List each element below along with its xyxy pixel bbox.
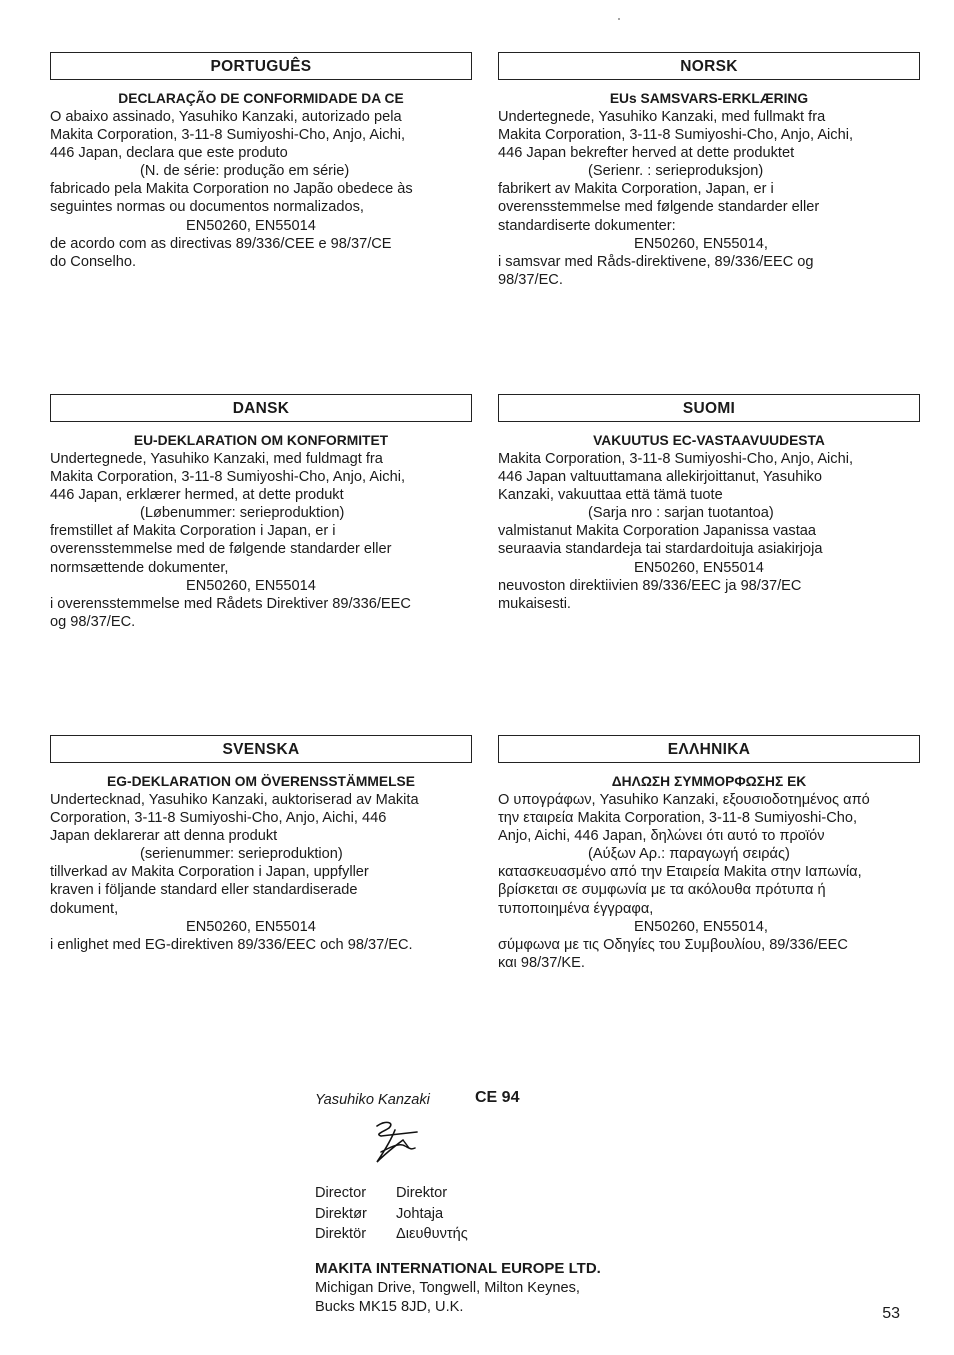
signatory-titles	[315, 1183, 468, 1245]
body-line: Ο υπογράφων, Yasuhiko Kanzaki, εξουσιοδοτημένος από	[498, 792, 870, 808]
company-address: Michigan Drive, Tongwell, Milton Keynes, Bucks MK15 8JD, U.K.	[315, 1280, 580, 1315]
title-row: Direktör Διευθυντής	[315, 1226, 468, 1242]
body-line: Corporation, 3-11-8 Sumiyoshi-Cho, Anjo, Aichi, 446	[50, 810, 387, 827]
section-norsk	[498, 52, 920, 289]
body-line: EN50260, EN55014	[186, 577, 316, 594]
body-line: normsættende dokumenter,	[50, 559, 229, 576]
body-line: (N. de série: produção em série)	[140, 163, 350, 180]
body-line: fremstillet af Makita Corporation i Japan, er i	[50, 523, 336, 540]
body-line: overensstemmelse med følgende standarder eller	[498, 199, 820, 216]
section-subtitle: EG-DEKLARATION OM ÖVERENSSTÄMMELSE	[107, 774, 415, 789]
body-line: (Serienr. : serieproduksjon)	[588, 163, 764, 180]
body-line: σύμφωνα με τις Οδηγίες του Συμβουλίου, 89/336/EEC	[498, 936, 848, 953]
body-line: standardiserte dokumenter:	[498, 217, 676, 234]
title-row: Direktør Johtaja	[315, 1205, 444, 1222]
section-body	[50, 108, 472, 271]
section-subtitle: VAKUUTUS EC-VASTAAVUUDESTA	[593, 433, 825, 448]
handwritten-signature	[355, 1118, 435, 1170]
section-header: DANSK	[50, 394, 472, 422]
ce-mark: CE 94	[475, 1089, 520, 1106]
body-line: EN50260, EN55014,	[634, 918, 768, 935]
body-line: Makita Corporation, 3-11-8 Sumiyoshi-Cho, Anjo, Aichi,	[498, 451, 854, 467]
body-line: i samsvar med Råds-direktivene, 89/336/EEC og	[498, 253, 814, 270]
section-header: ΕΛΛΗΝΙΚΑ	[498, 735, 920, 763]
body-line: EN50260, EN55014	[634, 559, 764, 576]
body-line: Undertecknad, Yasuhiko Kanzaki, auktoriserad av Makita	[50, 792, 419, 808]
section-subtitle: EUs SAMSVARS-ERKLÆRING	[609, 91, 809, 106]
body-line: την εταιρεία Makita Corporation, 3-11-8 Sumiyoshi-Cho,	[498, 810, 858, 827]
section-svenska	[50, 735, 472, 954]
body-line: fabricado pela Makita Corporation no Japão obedece às	[50, 181, 413, 198]
section-subtitle: ΔΗΛΩΣΗ ΣΥΜΜΟΡΦΩΣΗΣ ΕΚ	[611, 774, 807, 789]
speck	[618, 18, 620, 20]
body-line: EN50260, EN55014	[186, 217, 316, 234]
section-subtitle: EU-DEKLARATION OM KONFORMITET	[133, 433, 389, 448]
body-line: (Αύξων Αρ.: παραγωγή σειράς)	[588, 846, 790, 863]
body-line: tillverkad av Makita Corporation i Japan, uppfyller	[50, 864, 369, 881]
body-line: Undertegnede, Yasuhiko Kanzaki, med fullmakt fra	[498, 109, 826, 125]
body-line: (Løbenummer: serieproduktion)	[140, 505, 345, 522]
body-line: overensstemmelse med de følgende standarder eller	[50, 541, 392, 558]
body-line: EN50260, EN55014	[186, 918, 316, 935]
body-line: 98/37/EC.	[498, 271, 563, 288]
section-body	[498, 791, 920, 972]
body-line: de acordo com as directivas 89/336/CEE e 98/37/CE	[50, 235, 392, 252]
section-header: NORSK	[498, 52, 920, 80]
page-number: 53	[882, 1305, 900, 1322]
section-dansk	[50, 394, 472, 631]
section-body	[498, 108, 920, 289]
section-header: SUOMI	[498, 394, 920, 422]
body-line: Undertegnede, Yasuhiko Kanzaki, med fuldmagt fra	[50, 451, 383, 467]
section-header: SVENSKA	[50, 735, 472, 763]
body-line: mukaisesti.	[498, 595, 571, 612]
body-line: τυποποιημένα έγγραφα,	[498, 900, 654, 917]
body-line: 446 Japan, erklærer hermed, at dette produkt	[50, 487, 344, 504]
signatory-name: Yasuhiko Kanzaki	[315, 1092, 430, 1108]
body-line: i overensstemmelse med Rådets Direktiver 89/336/EEC	[50, 595, 411, 612]
body-line: 446 Japan valtuuttamana allekirjoittanut, Yasuhiko	[498, 469, 822, 486]
company-name: MAKITA INTERNATIONAL EUROPE LTD.	[315, 1260, 601, 1277]
body-line: EN50260, EN55014,	[634, 235, 768, 252]
body-line: 446 Japan, declara que este produto	[50, 145, 288, 162]
section-ellinika	[498, 735, 920, 972]
body-line: Anjo, Aichi, 446 Japan, δηλώνει ότι αυτό το προϊόν	[498, 828, 825, 845]
section-body	[50, 450, 472, 631]
body-line: og 98/37/EC.	[50, 613, 136, 630]
body-line: Kanzaki, vakuuttaa että tämä tuote	[498, 487, 723, 504]
section-suomi	[498, 394, 920, 613]
title-row: Director Direktor	[315, 1185, 448, 1201]
body-line: και 98/37/ΚΕ.	[498, 954, 585, 971]
body-line: valmistanut Makita Corporation Japanissa vastaa	[498, 523, 816, 540]
body-line: (serienummer: serieproduktion)	[140, 846, 343, 863]
section-portugues	[50, 52, 472, 271]
body-line: 446 Japan bekrefter herved at dette produktet	[498, 145, 795, 162]
body-line: (Sarja nro : sarjan tuotantoa)	[588, 505, 774, 522]
body-line: fabrikert av Makita Corporation, Japan, er i	[498, 181, 774, 198]
body-line: O abaixo assinado, Yasuhiko Kanzaki, autorizado pela	[50, 109, 402, 125]
body-line: seguintes normas ou documentos normalizados,	[50, 199, 364, 216]
section-body	[50, 791, 472, 954]
body-line: dokument,	[50, 900, 119, 917]
section-body	[498, 450, 920, 613]
body-line: seuraavia standardeja tai stardardoituja asiakirjoja	[498, 541, 823, 558]
body-line: βρίσκεται σε συμφωνία με τα ακόλουθα πρότυπα ή	[498, 882, 826, 899]
body-line: Japan deklarerar att denna produkt	[50, 828, 278, 845]
body-line: kraven i följande standard eller standardiserade	[50, 882, 358, 899]
body-line: do Conselho.	[50, 253, 137, 270]
body-line: i enlighet med EG-direktiven 89/336/EEC och 98/37/EC.	[50, 936, 413, 953]
section-subtitle: DECLARAÇÃO DE CONFORMIDADE DA CE	[118, 91, 404, 106]
body-line: κατασκευασμένο από την Εταιρεία Makita στην Ιαπωνία,	[498, 864, 862, 881]
body-line: Makita Corporation, 3-11-8 Sumiyoshi-Cho, Anjo, Aichi,	[50, 127, 406, 144]
body-line: neuvoston direktiivien 89/336/EEC ja 98/37/EC	[498, 577, 802, 594]
body-line: Makita Corporation, 3-11-8 Sumiyoshi-Cho, Anjo, Aichi,	[50, 469, 406, 486]
section-header: PORTUGUÊS	[50, 52, 472, 80]
body-line: Makita Corporation, 3-11-8 Sumiyoshi-Cho, Anjo, Aichi,	[498, 127, 854, 144]
